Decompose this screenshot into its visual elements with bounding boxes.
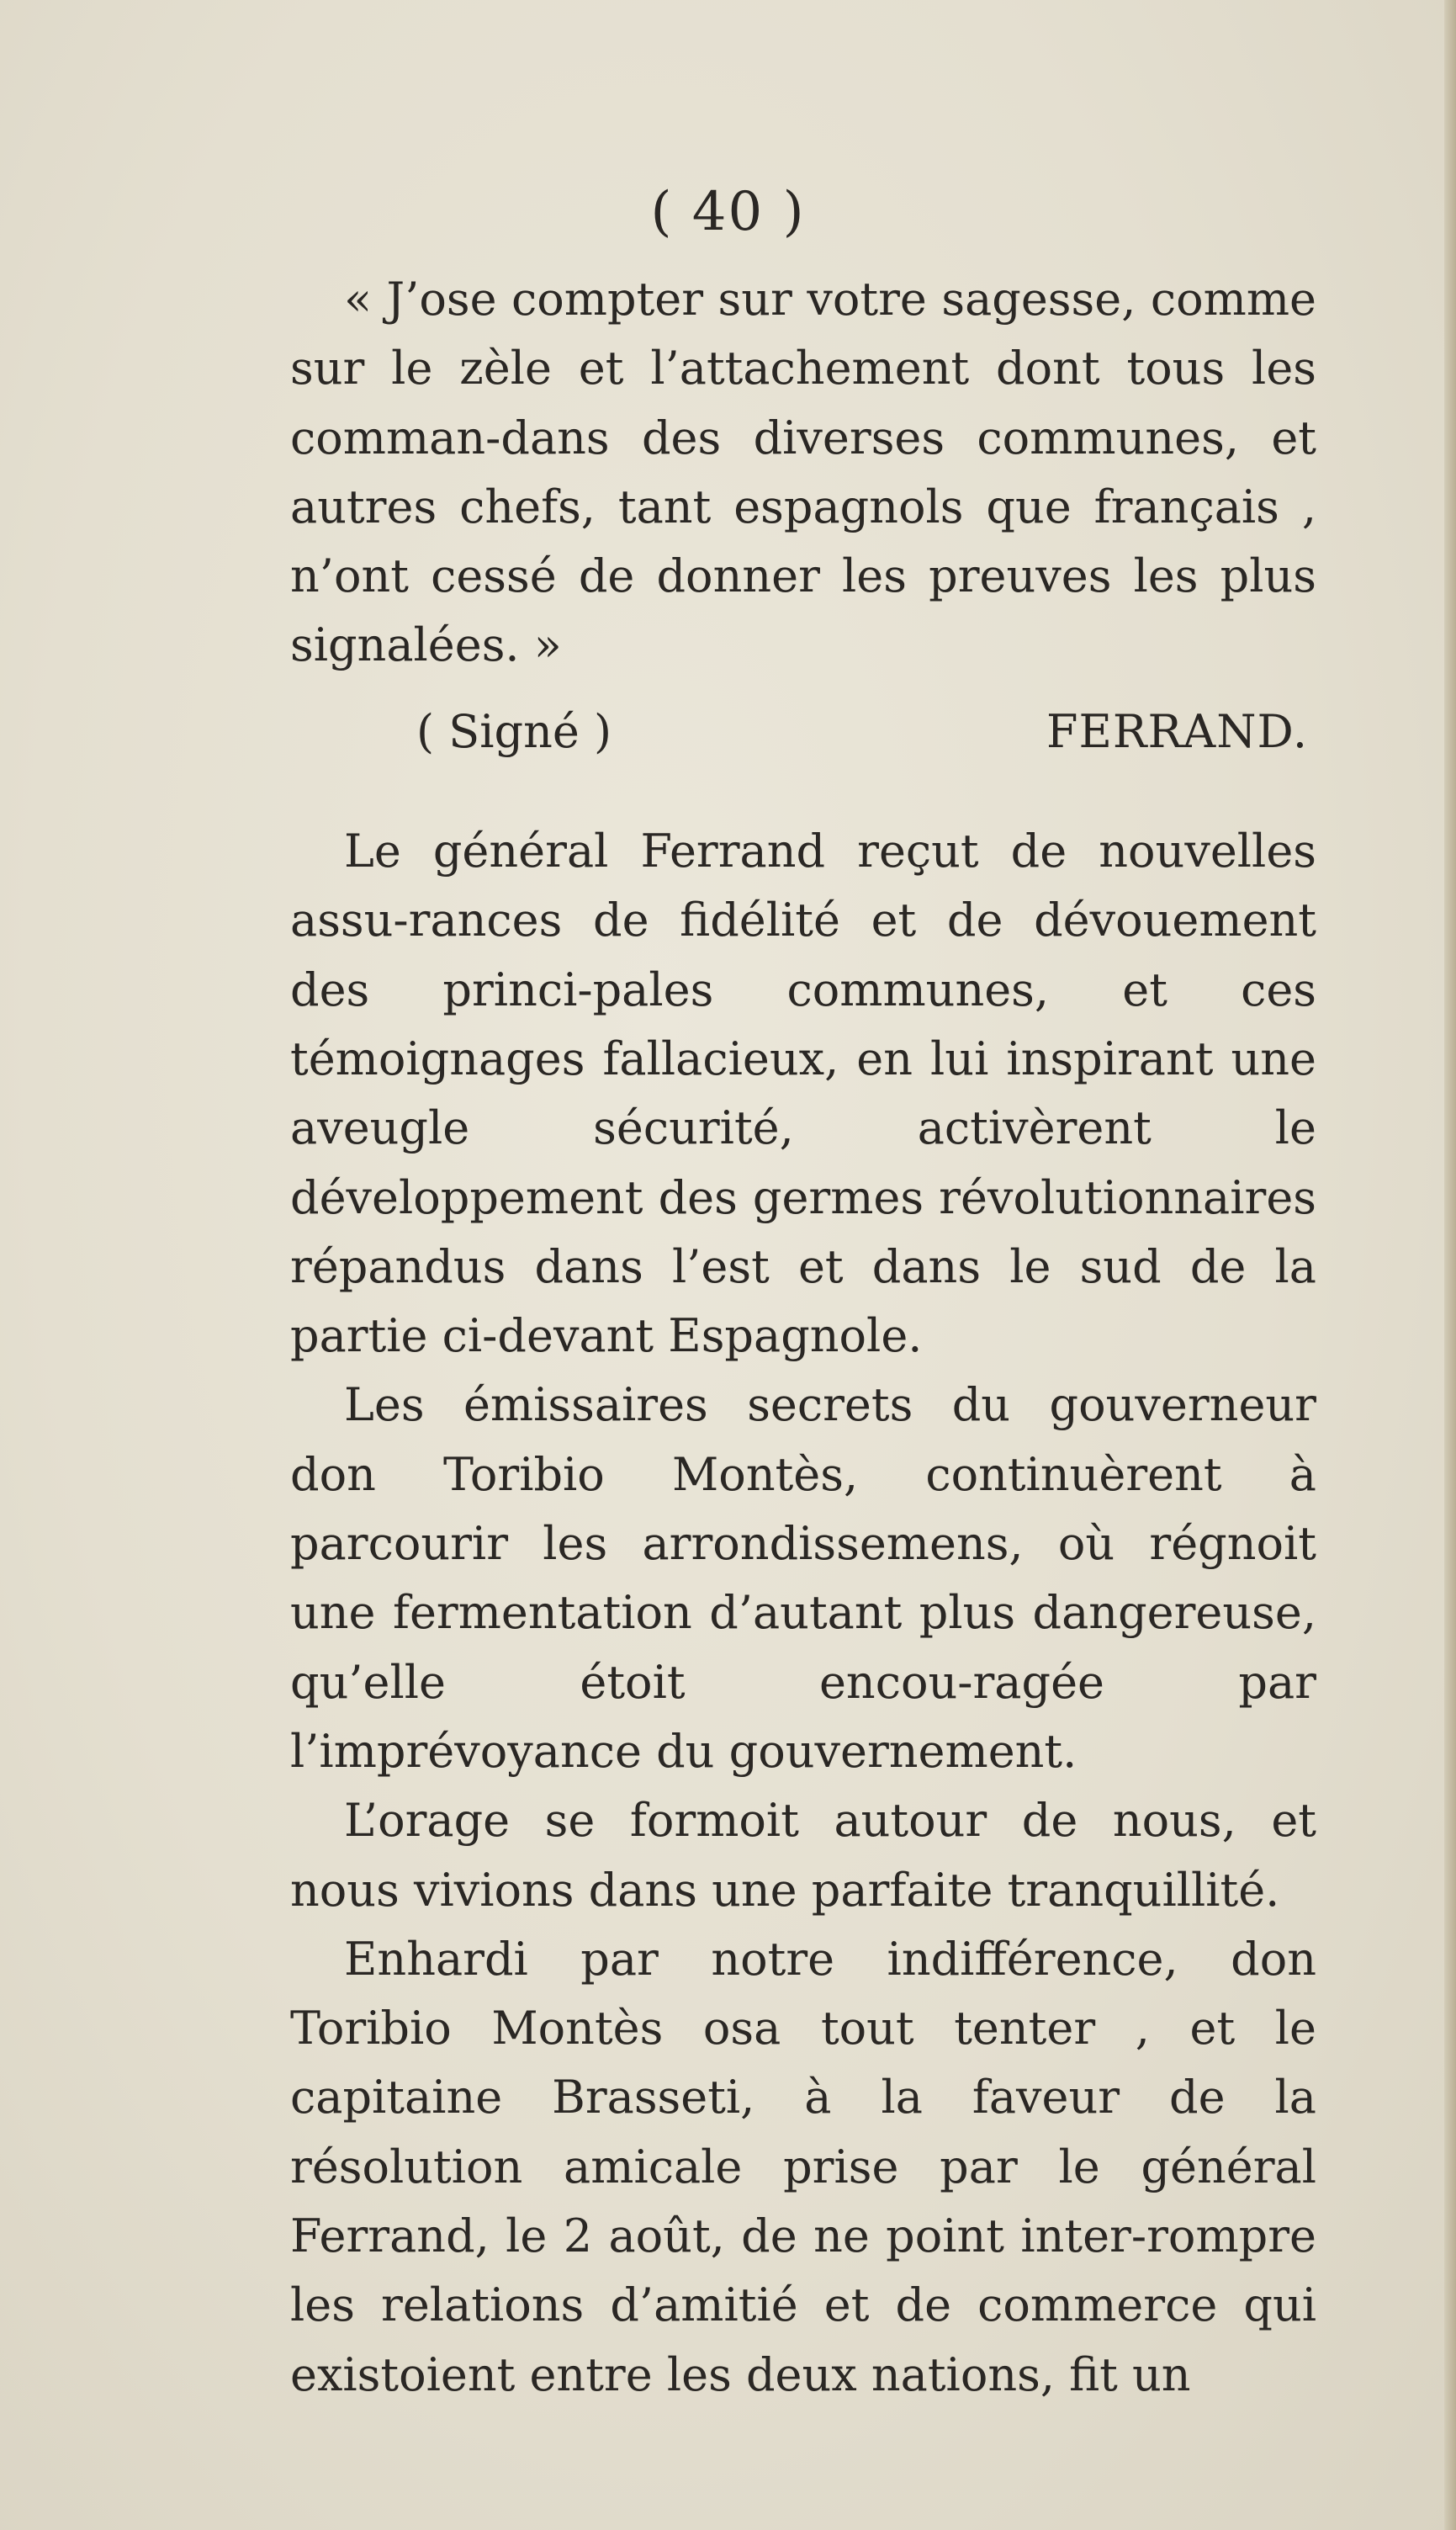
signed-label: ( Signé ) — [416, 704, 612, 758]
paragraph-1: Le général Ferrand reçut de nouvelles assu-rances de fidélité et de dévouement des princi-pales communes, et ces témoignages fallacieux, en lui inspirant une aveugle sécurité, activèrent le développement des germes révolutionnaires répandus dans l’est et dans le sud de la partie ci-devant Espagnole. — [290, 825, 1316, 1363]
paragraph-4: Enhardi par notre indifférence, don Toribio Montès osa tout tenter , et le capitaine Brasseti, à la faveur de la résolution amicale prise par le général Ferrand, le 2 août, de ne point inter-rompre les relations d’amitié et de commerce qui existoient entre les deux nations, fit un — [290, 1932, 1316, 2401]
page-number: ( 40 ) — [650, 181, 806, 243]
signed-name: FERRAND. — [1046, 704, 1308, 758]
paragraph-3: L’orage se formoit autour de nous, et nous vivions dans une parfaite tranquillité. — [290, 1794, 1316, 1917]
page-edge — [1444, 0, 1456, 2530]
signature-line — [290, 697, 1316, 766]
quote-paragraph: « J’ose compter sur votre sagesse, comme sur le zèle et l’attachement dont tous les comman-dans des diverses communes, et autres chefs, tant espagnols que français , n’ont cessé de donner les preuves les plus signalées. » — [290, 273, 1316, 672]
paragraph-2: Les émissaires secrets du gouverneur don Toribio Montès, continuèrent à parcourir les arrondissemens, où régnoit une fermentation d’autant plus dangereuse, qu’elle étoit encou-ragée par l’imprévoyance du gouvernement. — [290, 1378, 1316, 1778]
text-block — [290, 265, 1316, 2410]
